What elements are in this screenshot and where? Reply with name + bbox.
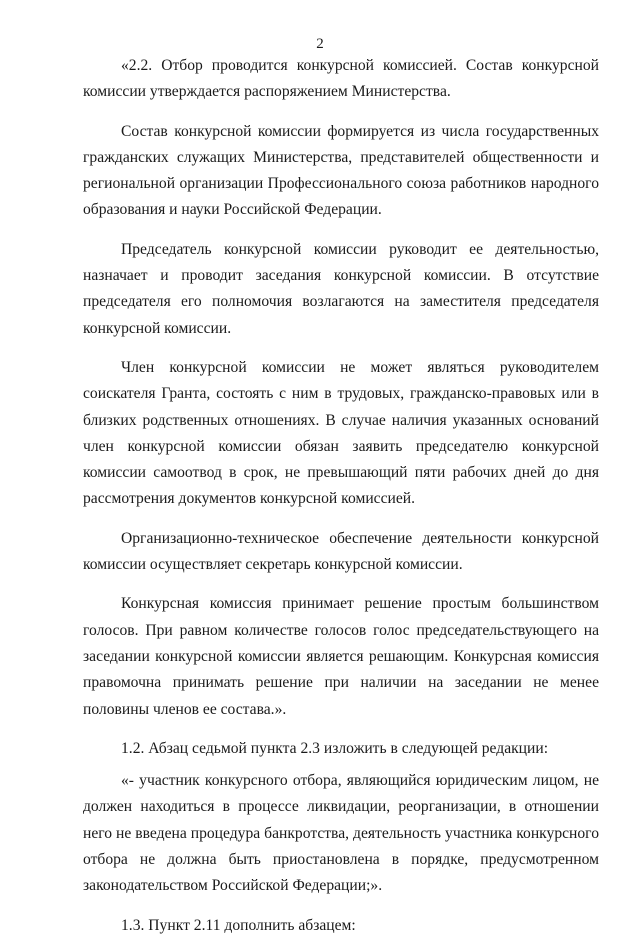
paragraph-1-3-amendment: 1.3. Пункт 2.11 дополнить абзацем: (121, 916, 356, 934)
paragraph-secretary-support: Организационно-техническое обеспечение деятельности конкурсной комиссии осуществляет секретарь конкурсной комиссии. (83, 529, 599, 574)
paragraph-voting-rules: Конкурсная комиссия принимает решение простым большинством голосов. При равном количестве голосов голос председательствующего на заседании конкурсной комиссии является решающим. Конкурсная комиссия правомочна принимать решение при наличии на заседании не менее половины членов ее состава.». (83, 595, 599, 718)
paragraph-2-2-selection-by-commission: «2.2. Отбор проводится конкурсной комиссией. Состав конкурсной комиссии утверждается распоряжением Министерства. (83, 57, 599, 101)
paragraph-chairman-duties: Председатель конкурсной комиссии руководит ее деятельностью, назначает и проводит заседания конкурсной комиссии. В отсутствие председателя его полномочия возлагаются на заместителя председателя конкурсной комиссии. (83, 240, 599, 337)
paragraph-1-2-amendment: 1.2. Абзац седьмой пункта 2.3 изложить в следующей редакции: (121, 739, 549, 757)
paragraph-member-restrictions: Член конкурсной комиссии не может являться руководителем соискателя Гранта, состоять с ним в трудовых, гражданско-правовых или в близких родственных отношениях. В случае наличия указанных оснований член конкурсной комиссии обязан заявить председателю конкурсной комиссии самоотвод в срок, не превышающий пяти рабочих дней до дня рассмотрения документов конкурсной комиссией. (83, 358, 599, 508)
page-number: 2 (316, 36, 324, 52)
document-body (83, 53, 599, 939)
paragraph-participant-requirement: «- участник конкурсного отбора, являющийся юридическим лицом, не должен находиться в процессе ликвидации, реорганизации, в отношении него не введена процедура банкротства, деятельность участника конкурсного отбора не должна быть приостановлена в порядке, предусмотренном законодательством Российской Федерации;». (83, 772, 599, 895)
paragraph-commission-composition: Состав конкурсной комиссии формируется из числа государственных гражданских служащих Министерства, представителей общественности и региональной организации Профессионального союза работников народного образования и науки Российской Федерации. (83, 122, 599, 219)
